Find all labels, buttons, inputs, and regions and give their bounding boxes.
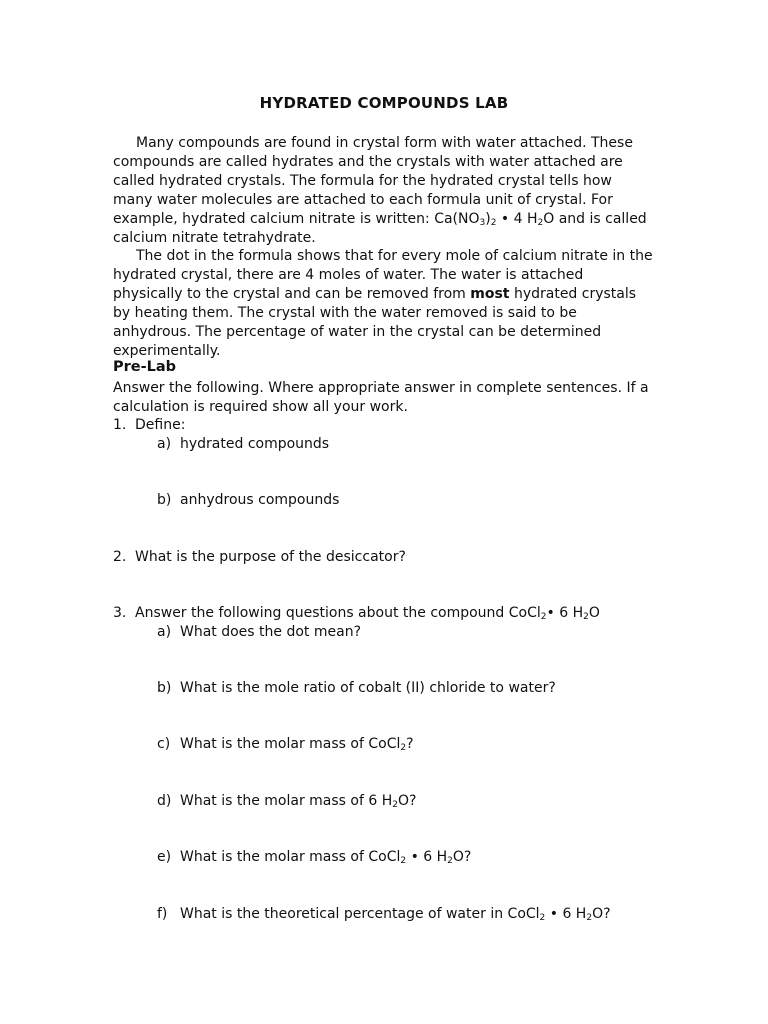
question-2 [113,548,406,566]
sub-text: What is the theoretical percentage of water in CoCl$_2$ • 6 $H_2O$? [180,906,611,923]
sub-letter: c) [157,736,171,752]
sub-letter: a) [157,624,172,640]
emphasis-most: most [470,286,510,303]
question-3b [157,679,556,697]
question-number: 3. [113,605,127,621]
sub-text: What does the dot mean? [180,624,361,640]
sub-letter: a) [157,436,172,452]
question-3f [157,905,611,923]
intro-paragraph-2: The dot in the formula shows that for every mole of calcium nitrate in the hydrated crystal, there are 4 moles of water. The water is attached physically to the crystal and can be removed from most hydrated crystals by heating them. The crystal with the water removed is said to be anhydrous. The percentage of water in the crystal can be determined experimentally. [113,248,653,359]
question-3c [157,735,414,753]
sub-letter: e) [157,849,172,865]
intro-paragraph-1: Many compounds are found in crystal form with water attached. These compounds are called hydrates and the crystals with water attached are called hydrated crystals. The formula for the hydrated crystal tells how many water molecules are attached to each formula unit of crystal. For example, hydrated calcium nitrate is written: $Ca(NO_3)_2$ • 4 $H_2O$ and is called calcium nitrate tetrahydrate. [113,135,647,246]
question-text: Define: [135,417,186,433]
question-1 [113,416,185,434]
sub-letter: b) [157,492,172,508]
sub-text: hydrated compounds [180,436,330,452]
prelab-heading: Pre-Lab [113,359,177,375]
question-number: 2. [113,549,127,565]
question-1b [157,491,339,509]
sub-letter: f) [157,906,168,922]
sub-letter: d) [157,793,172,809]
question-3d [157,792,416,810]
question-3a [157,623,361,641]
question-text: What is the purpose of the desiccator? [135,549,406,565]
sub-text: What is the mole ratio of cobalt (II) chloride to water? [180,680,556,696]
intro-section [113,134,653,361]
question-3e [157,848,471,866]
sub-text: What is the molar mass of 6 $H_2O$? [180,793,417,810]
sub-letter: b) [157,680,172,696]
question-text: Answer the following questions about the compound CoCl$_2$• 6 $H_2O$ [135,605,600,622]
sub-text: What is the molar mass of CoCl$_2$? [180,736,414,753]
sub-text: anhydrous compounds [180,492,340,508]
sub-text: What is the molar mass of CoCl$_2$ • 6 $H_2O$? [180,849,472,866]
page-title: HYDRATED COMPOUNDS LAB [259,94,509,112]
prelab-instructions: Answer the following. Where appropriate answer in complete sentences. If a calculation is required show all your work. [113,380,649,415]
question-1a [157,435,329,453]
question-3 [113,604,600,622]
question-number: 1. [113,417,127,433]
formula-calcium-nitrate: $Ca(NO_3)_2$ • 4 $H_2O$ [434,210,555,228]
